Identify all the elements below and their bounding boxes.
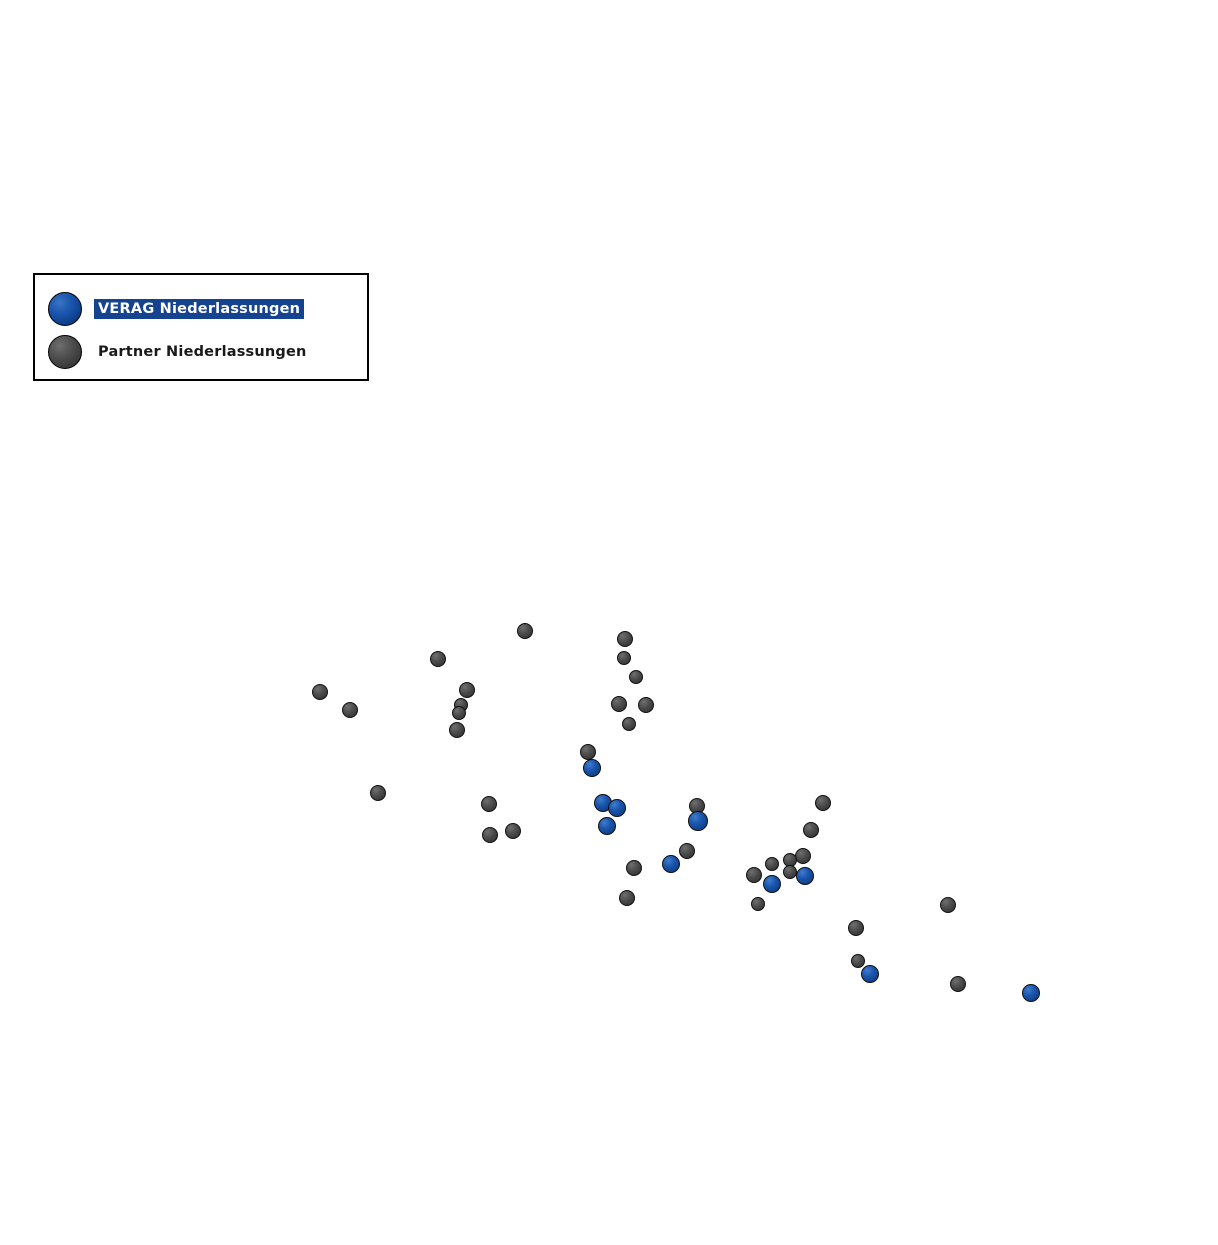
map-marker-partner[interactable]: [950, 976, 966, 992]
map-marker-partner[interactable]: [342, 702, 358, 718]
map-marker-partner[interactable]: [622, 717, 636, 731]
map-marker-partner[interactable]: [765, 857, 779, 871]
map-marker-verag[interactable]: [1022, 984, 1040, 1002]
map-marker-partner[interactable]: [459, 682, 475, 698]
map-marker-partner[interactable]: [629, 670, 643, 684]
circle-marker-grey-icon: [48, 335, 82, 369]
map-marker-partner[interactable]: [580, 744, 596, 760]
map-marker-verag[interactable]: [763, 875, 781, 893]
map-marker-partner[interactable]: [312, 684, 328, 700]
map-marker-partner[interactable]: [848, 920, 864, 936]
map-legend: [33, 273, 369, 381]
map-marker-partner[interactable]: [617, 651, 631, 665]
map-marker-partner[interactable]: [679, 843, 695, 859]
map-marker-partner[interactable]: [617, 631, 633, 647]
map-marker-verag[interactable]: [688, 811, 708, 831]
map-marker-partner[interactable]: [746, 867, 762, 883]
map-marker-partner[interactable]: [611, 696, 627, 712]
legend-item-partner[interactable]: [35, 330, 367, 374]
map-marker-partner[interactable]: [449, 722, 465, 738]
map-marker-partner[interactable]: [751, 897, 765, 911]
map-marker-partner[interactable]: [619, 890, 635, 906]
map-marker-partner[interactable]: [638, 697, 654, 713]
map-marker-partner[interactable]: [370, 785, 386, 801]
map-marker-partner[interactable]: [851, 954, 865, 968]
legend-item-partner-label: Partner Niederlassungen: [98, 344, 307, 360]
legend-item-verag-label: VERAG Niederlassungen: [94, 299, 304, 319]
map-marker-verag[interactable]: [796, 867, 814, 885]
map-marker-partner[interactable]: [481, 796, 497, 812]
map-marker-verag[interactable]: [662, 855, 680, 873]
map-marker-partner[interactable]: [482, 827, 498, 843]
map-marker-partner[interactable]: [815, 795, 831, 811]
legend-item-verag[interactable]: [35, 287, 367, 331]
map-marker-partner[interactable]: [795, 848, 811, 864]
map-marker-partner[interactable]: [783, 865, 797, 879]
map-marker-partner[interactable]: [517, 623, 533, 639]
map-marker-partner[interactable]: [940, 897, 956, 913]
map-marker-verag[interactable]: [598, 817, 616, 835]
map-marker-verag[interactable]: [608, 799, 626, 817]
map-marker-verag[interactable]: [861, 965, 879, 983]
map-marker-partner[interactable]: [452, 706, 466, 720]
circle-marker-blue-icon: [48, 292, 82, 326]
map-marker-partner[interactable]: [803, 822, 819, 838]
map-marker-partner[interactable]: [505, 823, 521, 839]
map-marker-partner[interactable]: [626, 860, 642, 876]
map-marker-verag[interactable]: [583, 759, 601, 777]
map-marker-partner[interactable]: [430, 651, 446, 667]
